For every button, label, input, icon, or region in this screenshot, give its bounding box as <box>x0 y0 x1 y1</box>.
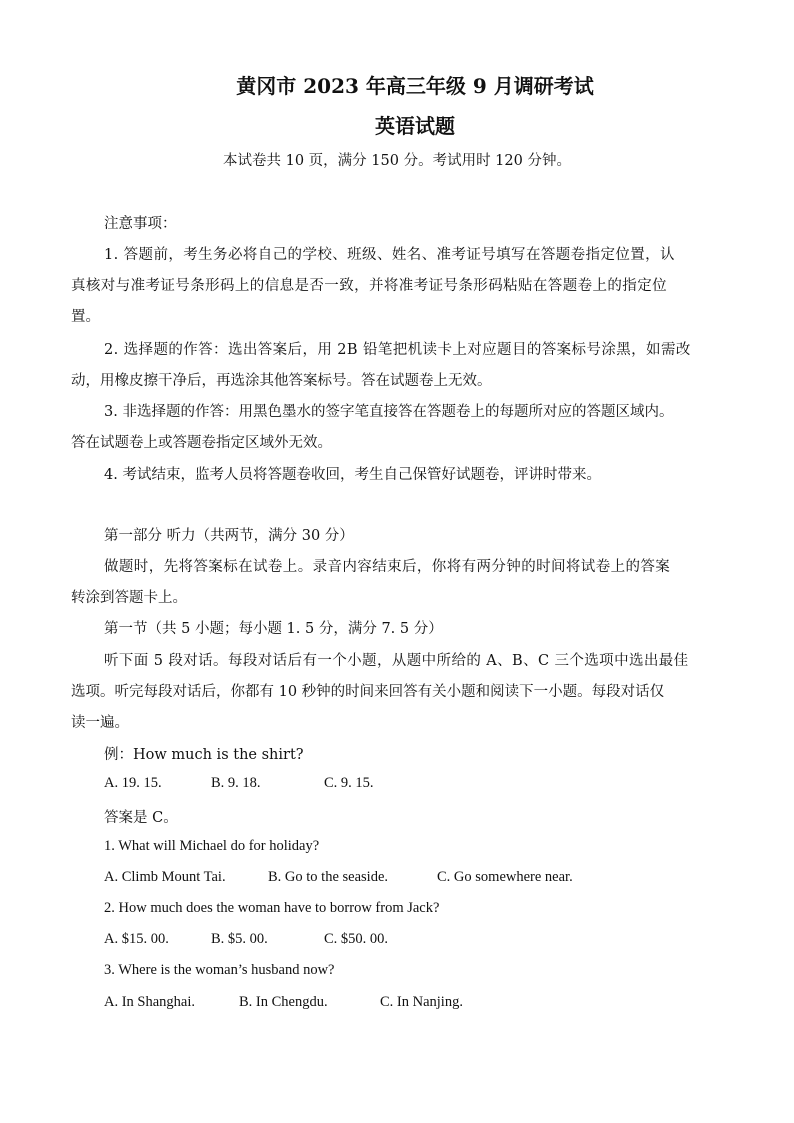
question-1-option-a: A. Climb Mount Tai. <box>104 869 226 885</box>
section1-instructions-line-3: 读一遍。 <box>71 715 129 731</box>
section1-instructions-line-2: 选项。听完每段对话后，你都有 10 秒钟的时间来回答有关小题和阅读下一小题。每段对话仅 <box>71 684 665 700</box>
part1-intro-line-2: 转涂到答题卡上。 <box>71 590 187 606</box>
question-2: 2. How much does the woman have to borrow from Jack? <box>104 900 440 916</box>
example-option-a: A. 19. 15. <box>104 775 162 791</box>
notice-item-3-line-1: 3. 非选择题的作答：用黑色墨水的签字笔直接答在答题卷上的每题所对应的答题区域内。 <box>104 404 674 420</box>
notice-item-1-line-3: 置。 <box>71 309 100 325</box>
notice-item-2-line-2: 动，用橡皮擦干净后，再选涂其他答案标号。答在试题卷上无效。 <box>71 373 492 389</box>
notice-item-2-line-1: 2. 选择题的作答：选出答案后，用 2B 铅笔把机读卡上对应题目的答案标号涂黑，如需改 <box>104 342 691 358</box>
example-option-c: C. 9. 15. <box>324 775 374 791</box>
part1-intro-line-1: 做题时，先将答案标在试卷上。录音内容结束后，你将有两分钟的时间将试卷上的答案 <box>104 559 671 575</box>
question-3-option-a: A. In Shanghai. <box>104 994 196 1010</box>
notice-item-1-line-1: 1. 答题前，考生务必将自己的学校、班级、姓名、准考证号填写在答题卷指定位置，认 <box>104 247 675 263</box>
subject-title: 英语试题 <box>375 114 455 138</box>
example-question: 例：How much is the shirt? <box>104 747 304 763</box>
notice-item-1-line-2: 真核对与准考证号条形码上的信息是否一致，并将准考证号条形码粘贴在答题卷上的指定位 <box>71 278 667 294</box>
notice-item-3-line-2: 答在试题卷上或答题卷指定区域外无效。 <box>71 435 332 451</box>
exam-info: 本试卷共 10 页，满分 150 分。考试用时 120 分钟。 <box>223 153 571 169</box>
section1-heading: 第一节（共 5 小题；每小题 1. 5 分，满分 7. 5 分） <box>104 621 443 637</box>
question-2-option-a: A. $15. 00. <box>104 931 169 947</box>
question-2-option-c: C. $50. 00. <box>324 931 389 947</box>
example-answer: 答案是 C。 <box>104 810 178 826</box>
question-3-option-c: C. In Nanjing. <box>380 994 463 1010</box>
notice-item-4-line-1: 4. 考试结束，监考人员将答题卷收回，考生自己保管好试题卷，评讲时带来。 <box>104 467 601 483</box>
question-1: 1. What will Michael do for holiday? <box>104 838 320 854</box>
question-3: 3. Where is the woman’s husband now? <box>104 962 335 978</box>
part1-heading: 第一部分 听力（共两节，满分 30 分） <box>104 528 354 544</box>
question-3-option-b: B. In Chengdu. <box>239 994 328 1010</box>
section1-instructions-line-1: 听下面 5 段对话。每段对话后有一个小题，从题中所给的 A、B、C 三个选项中选出最佳 <box>104 653 689 669</box>
question-2-option-b: B. $5. 00. <box>211 931 268 947</box>
question-1-option-b: B. Go to the seaside. <box>268 869 389 885</box>
notice-heading: 注意事项： <box>104 216 177 232</box>
example-option-b: B. 9. 18. <box>211 775 261 791</box>
exam-title: 黄冈市 2023 年高三年级 9 月调研考试 <box>236 74 594 98</box>
question-1-option-c: C. Go somewhere near. <box>437 869 573 885</box>
